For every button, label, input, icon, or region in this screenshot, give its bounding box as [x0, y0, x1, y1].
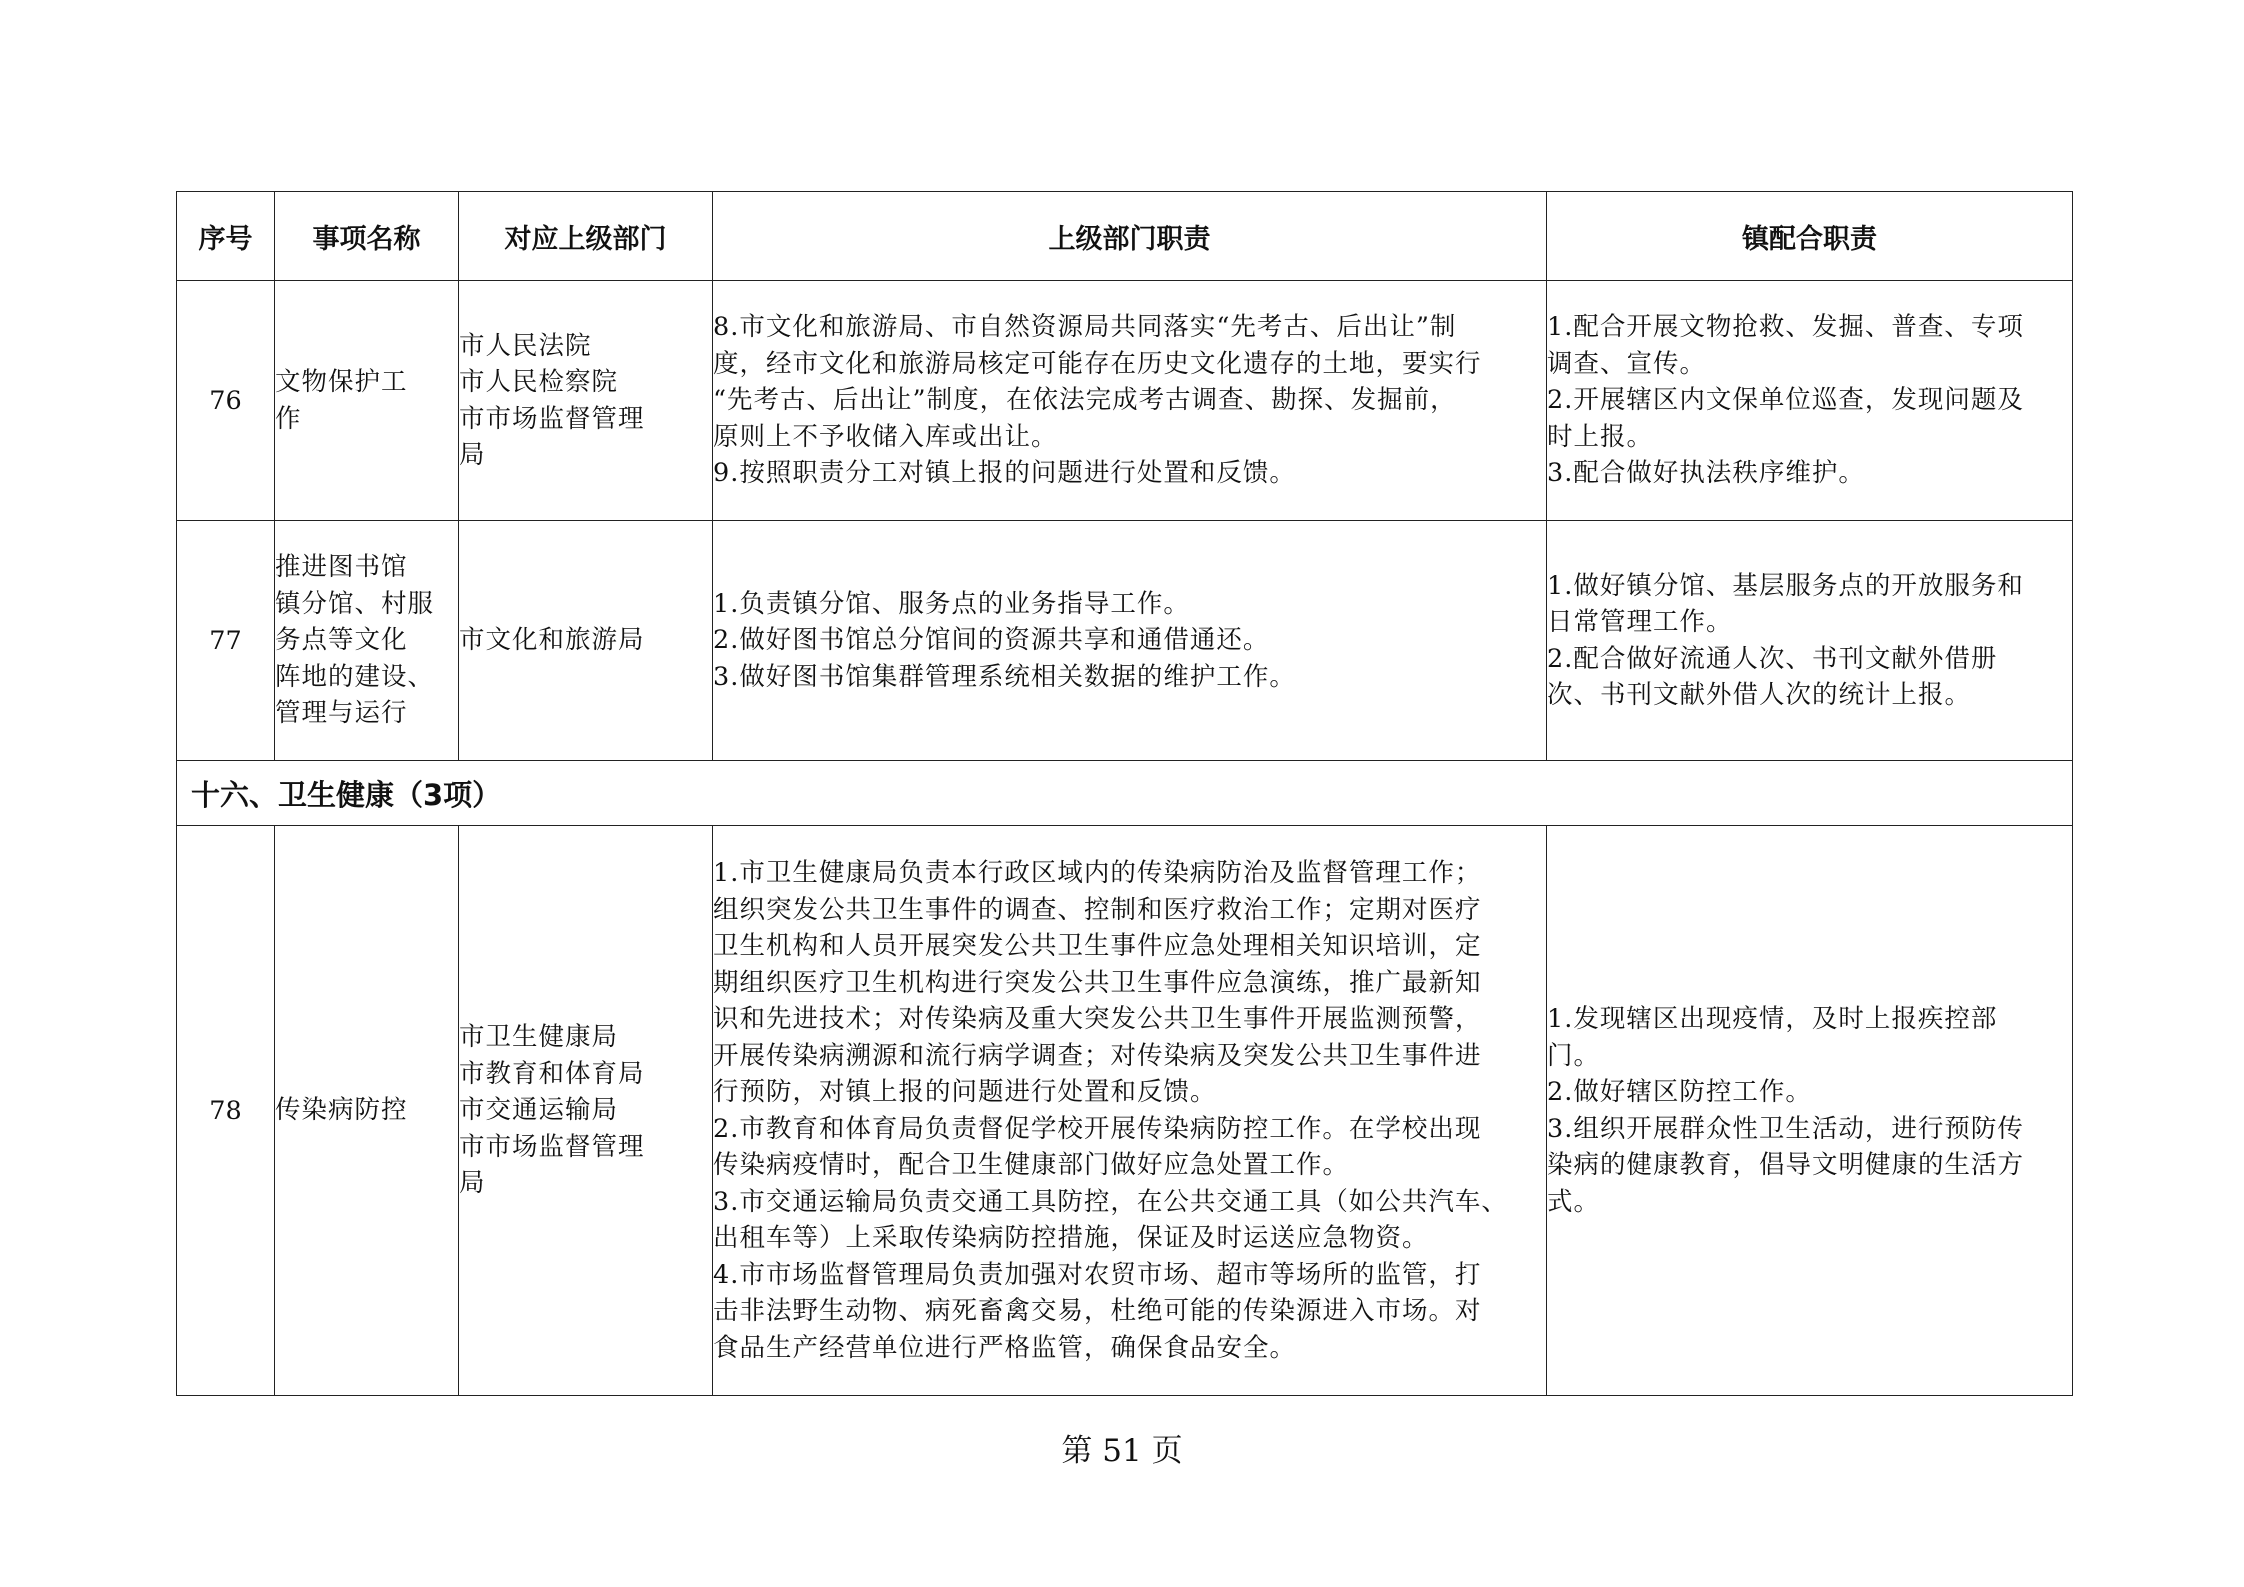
cell-line: 局	[459, 1168, 486, 1199]
cell-item	[275, 521, 459, 761]
cell-line: 食品生产经营单位进行严格监管，确保食品安全。	[713, 1332, 1297, 1363]
cell-dept	[459, 521, 713, 761]
cell-line: 8.市文化和旅游局、市自然资源局共同落实“先考古、后出让”制	[713, 312, 1457, 343]
page-number: 第 51 页	[1061, 1433, 1183, 1469]
cell-line: 2.市教育和体育局负责督促学校开展传染病防控工作。在学校出现	[713, 1113, 1482, 1144]
table-row	[177, 826, 2073, 1396]
header-duty: 上级部门职责	[713, 192, 1547, 281]
header-no: 序号	[177, 192, 275, 281]
header-town: 镇配合职责	[1547, 192, 2073, 281]
cell-line: 市文化和旅游局	[459, 625, 645, 656]
cell-item	[275, 281, 459, 521]
cell-no: 78	[177, 826, 275, 1396]
cell-line: 9.按照职责分工对镇上报的问题进行处置和反馈。	[713, 458, 1296, 489]
cell-line: 务点等文化	[275, 625, 408, 656]
cell-duty	[713, 826, 1547, 1396]
cell-town	[1547, 826, 2073, 1396]
header-dept: 对应上级部门	[459, 192, 713, 281]
cell-line: 日常管理工作。	[1547, 607, 1733, 637]
cell-line: 推进图书馆	[275, 552, 408, 583]
cell-line: 式。	[1547, 1186, 1601, 1217]
rows-group-a	[177, 281, 2073, 761]
cell-line: 2.做好辖区防控工作。	[1547, 1077, 1812, 1107]
cell-line: 3.配合做好执法秩序维护。	[1547, 458, 1865, 489]
cell-line: 2.开展辖区内文保单位巡查，发现问题及	[1547, 385, 2024, 416]
cell-line: 3.市交通运输局负责交通工具防控，在公共交通工具（如公共汽车、	[713, 1186, 1508, 1217]
cell-dept	[459, 281, 713, 521]
cell-dept	[459, 826, 713, 1396]
table-header-row	[177, 192, 2073, 281]
cell-line: 市人民检察院	[459, 367, 619, 397]
cell-duty	[713, 281, 1547, 521]
cell-line: 行预防，对镇上报的问题进行处置和反馈。	[713, 1077, 1217, 1107]
cell-line: 3.组织开展群众性卫生活动，进行预防传	[1547, 1113, 2024, 1144]
cell-line: 开展传染病溯源和流行病学调查；对传染病及突发公共卫生事件进	[713, 1040, 1482, 1071]
header-item: 事项名称	[275, 192, 459, 281]
cell-line: 管理与运行	[275, 698, 408, 729]
cell-line: 组织突发公共卫生事件的调查、控制和医疗救治工作；定期对医疗	[713, 894, 1482, 925]
cell-line: 市市场监督管理	[459, 1131, 645, 1162]
cell-line: 度，经市文化和旅游局核定可能存在历史文化遗存的土地，要实行	[713, 348, 1482, 379]
cell-line: 市市场监督管理	[459, 403, 645, 434]
cell-line: 文物保护工	[275, 367, 408, 397]
cell-line: 染病的健康教育，倡导文明健康的生活方	[1547, 1150, 2025, 1180]
cell-item	[275, 826, 459, 1396]
cell-line: “先考古、后出让”制度，在依法完成考古调查、勘探、发掘前，	[713, 385, 1457, 416]
cell-line: 市教育和体育局	[459, 1058, 645, 1089]
cell-line: 1.配合开展文物抢救、发掘、普查、专项	[1547, 312, 2024, 343]
cell-no: 77	[177, 521, 275, 761]
cell-line: 原则上不予收储入库或出让。	[713, 421, 1058, 452]
cell-line: 期组织医疗卫生机构进行突发公共卫生事件应急演练，推广最新知	[713, 967, 1482, 998]
cell-line: 局	[459, 440, 486, 470]
cell-line: 2.配合做好流通人次、书刊文献外借册	[1547, 643, 1998, 674]
cell-no: 76	[177, 281, 275, 521]
cell-line: 传染病疫情时，配合卫生健康部门做好应急处置工作。	[713, 1150, 1350, 1180]
cell-line: 作	[275, 403, 302, 434]
rows-group-b	[177, 826, 2073, 1396]
cell-line: 击非法野生动物、病死畜禽交易，杜绝可能的传染源进入市场。对	[713, 1296, 1482, 1326]
table-row	[177, 281, 2073, 521]
section-title: 十六、卫生健康（3项）	[177, 761, 2073, 826]
cell-line: 3.做好图书馆集群管理系统相关数据的维护工作。	[713, 661, 1296, 692]
cell-line: 卫生机构和人员开展突发公共卫生事件应急处理相关知识培训，定	[713, 931, 1482, 961]
cell-line: 时上报。	[1547, 421, 1654, 452]
cell-town	[1547, 521, 2073, 761]
cell-line: 阵地的建设、	[275, 661, 435, 692]
cell-line: 市人民法院	[459, 330, 592, 361]
cell-town	[1547, 281, 2073, 521]
cell-line: 市卫生健康局	[459, 1022, 619, 1053]
cell-line: 镇分馆、村服	[275, 588, 435, 619]
cell-duty	[713, 521, 1547, 761]
cell-line: 1.发现辖区出现疫情，及时上报疾控部	[1547, 1004, 1998, 1034]
cell-line: 1.市卫生健康局负责本行政区域内的传染病防治及监督管理工作；	[713, 858, 1482, 888]
duty-table	[176, 191, 2073, 1396]
cell-line: 调查、宣传。	[1547, 348, 1707, 379]
cell-line: 市交通运输局	[459, 1095, 619, 1126]
cell-line: 门。	[1547, 1040, 1601, 1071]
cell-line: 次、书刊文献外借人次的统计上报。	[1547, 680, 1972, 710]
cell-line: 1.做好镇分馆、基层服务点的开放服务和	[1547, 570, 2024, 601]
cell-line: 1.负责镇分馆、服务点的业务指导工作。	[713, 588, 1190, 619]
cell-line: 传染病防控	[275, 1095, 408, 1126]
cell-line: 4.市市场监督管理局负责加强对农贸市场、超市等场所的监管，打	[713, 1259, 1482, 1290]
cell-line: 出租车等）上采取传染病防控措施，保证及时运送应急物资。	[713, 1223, 1429, 1253]
table-row	[177, 521, 2073, 761]
cell-line: 2.做好图书馆总分馆间的资源共享和通借通还。	[713, 625, 1270, 656]
section-row	[177, 761, 2073, 826]
cell-line: 识和先进技术；对传染病及重大突发公共卫生事件开展监测预警，	[713, 1004, 1482, 1034]
